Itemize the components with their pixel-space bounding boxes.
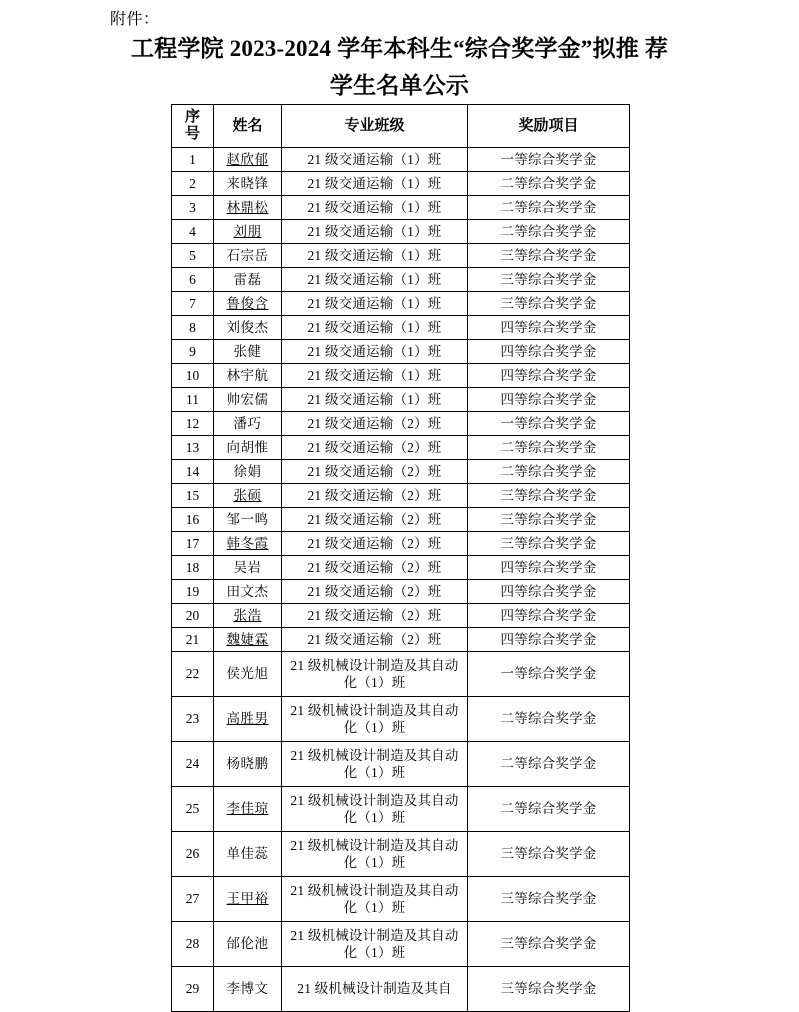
table-row bbox=[172, 412, 630, 436]
column-header-award: 奖励项目 bbox=[468, 105, 630, 148]
cell-major: 21 级交通运输（1）班 bbox=[282, 172, 468, 196]
cell-index: 25 bbox=[172, 787, 214, 832]
cell-index: 8 bbox=[172, 316, 214, 340]
column-header-index bbox=[172, 105, 214, 148]
cell-major: 21 级交通运输（2）班 bbox=[282, 580, 468, 604]
cell-major: 21 级机械设计制造及其自动化（1）班 bbox=[282, 877, 468, 922]
cell-award: 二等综合奖学金 bbox=[468, 172, 630, 196]
cell-major: 21 级交通运输（1）班 bbox=[282, 364, 468, 388]
cell-award: 四等综合奖学金 bbox=[468, 580, 630, 604]
table-header bbox=[172, 105, 630, 148]
cell-award: 二等综合奖学金 bbox=[468, 787, 630, 832]
cell-award: 四等综合奖学金 bbox=[468, 556, 630, 580]
cell-award: 四等综合奖学金 bbox=[468, 316, 630, 340]
cell-index: 4 bbox=[172, 220, 214, 244]
cell-name: 向胡惟 bbox=[214, 436, 282, 460]
cell-award: 三等综合奖学金 bbox=[468, 244, 630, 268]
cell-award: 二等综合奖学金 bbox=[468, 460, 630, 484]
column-header-name: 姓名 bbox=[214, 105, 282, 148]
attachment-label: 附件： bbox=[110, 11, 160, 28]
cell-name: 刘朋 bbox=[214, 220, 282, 244]
cell-major: 21 级交通运输（2）班 bbox=[282, 556, 468, 580]
cell-major: 21 级机械设计制造及其自动化（1）班 bbox=[282, 742, 468, 787]
column-header-index-line1: 序 bbox=[184, 108, 200, 125]
cell-name: 高胜男 bbox=[214, 697, 282, 742]
cell-award: 三等综合奖学金 bbox=[468, 268, 630, 292]
table-row bbox=[172, 922, 630, 967]
cell-index: 2 bbox=[172, 172, 214, 196]
table-row bbox=[172, 652, 630, 697]
cell-major: 21 级交通运输（2）班 bbox=[282, 484, 468, 508]
cell-name: 吴岩 bbox=[214, 556, 282, 580]
cell-award: 二等综合奖学金 bbox=[468, 220, 630, 244]
cell-major: 21 级交通运输（2）班 bbox=[282, 412, 468, 436]
cell-index: 15 bbox=[172, 484, 214, 508]
table-header-row bbox=[172, 105, 630, 148]
table-row bbox=[172, 316, 630, 340]
cell-name: 林宇航 bbox=[214, 364, 282, 388]
table-row bbox=[172, 196, 630, 220]
cell-award: 四等综合奖学金 bbox=[468, 388, 630, 412]
scholarship-table-wrapper bbox=[171, 104, 629, 1012]
cell-index: 3 bbox=[172, 196, 214, 220]
cell-index: 1 bbox=[172, 148, 214, 172]
page-title-line-2: 荐学生名单公示 bbox=[329, 36, 669, 99]
cell-index: 16 bbox=[172, 508, 214, 532]
table-row bbox=[172, 877, 630, 922]
cell-major: 21 级交通运输（2）班 bbox=[282, 532, 468, 556]
page-title-line-1: 工程学院 2023-2024 学年本科生“综合奖学金”拟推 bbox=[130, 36, 639, 61]
cell-award: 三等综合奖学金 bbox=[468, 484, 630, 508]
cell-major: 21 级交通运输（1）班 bbox=[282, 196, 468, 220]
table-row bbox=[172, 268, 630, 292]
cell-index: 26 bbox=[172, 832, 214, 877]
table-row bbox=[172, 787, 630, 832]
cell-name: 单佳蕊 bbox=[214, 832, 282, 877]
cell-name: 魏婕霖 bbox=[214, 628, 282, 652]
cell-name: 邹一鸣 bbox=[214, 508, 282, 532]
cell-index: 22 bbox=[172, 652, 214, 697]
cell-name: 来晓锋 bbox=[214, 172, 282, 196]
cell-award: 二等综合奖学金 bbox=[468, 196, 630, 220]
cell-index: 6 bbox=[172, 268, 214, 292]
cell-index: 21 bbox=[172, 628, 214, 652]
cell-name: 雷磊 bbox=[214, 268, 282, 292]
cell-name: 韩冬霞 bbox=[214, 532, 282, 556]
cell-major: 21 级交通运输（2）班 bbox=[282, 436, 468, 460]
table-row bbox=[172, 220, 630, 244]
cell-index: 7 bbox=[172, 292, 214, 316]
cell-index: 14 bbox=[172, 460, 214, 484]
table-row bbox=[172, 604, 630, 628]
cell-award: 二等综合奖学金 bbox=[468, 697, 630, 742]
table-row bbox=[172, 340, 630, 364]
cell-index: 23 bbox=[172, 697, 214, 742]
table-row bbox=[172, 832, 630, 877]
cell-index: 27 bbox=[172, 877, 214, 922]
table-row bbox=[172, 697, 630, 742]
cell-award: 三等综合奖学金 bbox=[468, 508, 630, 532]
cell-award: 一等综合奖学金 bbox=[468, 652, 630, 697]
cell-index: 17 bbox=[172, 532, 214, 556]
table-row bbox=[172, 388, 630, 412]
table-row bbox=[172, 580, 630, 604]
cell-name: 赵欣郁 bbox=[214, 148, 282, 172]
cell-major: 21 级交通运输（2）班 bbox=[282, 460, 468, 484]
column-header-major: 专业班级 bbox=[282, 105, 468, 148]
cell-index: 29 bbox=[172, 967, 214, 1012]
table-row bbox=[172, 148, 630, 172]
table-row bbox=[172, 244, 630, 268]
cell-major: 21 级交通运输（1）班 bbox=[282, 268, 468, 292]
cell-index: 12 bbox=[172, 412, 214, 436]
table-row bbox=[172, 460, 630, 484]
cell-name: 徐娟 bbox=[214, 460, 282, 484]
table-row bbox=[172, 532, 630, 556]
cell-name: 帅宏儒 bbox=[214, 388, 282, 412]
cell-award: 四等综合奖学金 bbox=[468, 340, 630, 364]
column-header-index-line2: 号 bbox=[184, 126, 200, 142]
cell-index: 11 bbox=[172, 388, 214, 412]
cell-award: 三等综合奖学金 bbox=[468, 967, 630, 1012]
cell-award: 三等综合奖学金 bbox=[468, 532, 630, 556]
cell-name: 张健 bbox=[214, 340, 282, 364]
cell-major: 21 级交通运输（1）班 bbox=[282, 388, 468, 412]
cell-name: 石宗岳 bbox=[214, 244, 282, 268]
cell-name: 李博文 bbox=[214, 967, 282, 1012]
cell-name: 林鼎松 bbox=[214, 196, 282, 220]
cell-name: 刘俊杰 bbox=[214, 316, 282, 340]
cell-major: 21 级交通运输（1）班 bbox=[282, 292, 468, 316]
table-body bbox=[172, 148, 630, 1012]
cell-name: 王甲裕 bbox=[214, 877, 282, 922]
cell-award: 三等综合奖学金 bbox=[468, 832, 630, 877]
table-row bbox=[172, 967, 630, 1012]
cell-major: 21 级交通运输（1）班 bbox=[282, 316, 468, 340]
cell-award: 四等综合奖学金 bbox=[468, 628, 630, 652]
table-row bbox=[172, 556, 630, 580]
cell-index: 13 bbox=[172, 436, 214, 460]
cell-index: 20 bbox=[172, 604, 214, 628]
cell-index: 10 bbox=[172, 364, 214, 388]
table-row bbox=[172, 172, 630, 196]
cell-index: 24 bbox=[172, 742, 214, 787]
cell-major: 21 级交通运输（2）班 bbox=[282, 604, 468, 628]
cell-index: 18 bbox=[172, 556, 214, 580]
cell-major: 21 级交通运输（1）班 bbox=[282, 220, 468, 244]
cell-index: 19 bbox=[172, 580, 214, 604]
cell-name: 邰伦池 bbox=[214, 922, 282, 967]
cell-major: 21 级机械设计制造及其自 bbox=[282, 967, 468, 1012]
cell-award: 三等综合奖学金 bbox=[468, 877, 630, 922]
cell-major: 21 级机械设计制造及其自动化（1）班 bbox=[282, 652, 468, 697]
cell-name: 鲁俊含 bbox=[214, 292, 282, 316]
cell-name: 田文杰 bbox=[214, 580, 282, 604]
cell-award: 三等综合奖学金 bbox=[468, 922, 630, 967]
table-row bbox=[172, 508, 630, 532]
scholarship-table bbox=[171, 104, 630, 1012]
table-row bbox=[172, 628, 630, 652]
cell-index: 5 bbox=[172, 244, 214, 268]
cell-name: 潘巧 bbox=[214, 412, 282, 436]
cell-name: 李佳琼 bbox=[214, 787, 282, 832]
cell-award: 三等综合奖学金 bbox=[468, 292, 630, 316]
cell-major: 21 级交通运输（2）班 bbox=[282, 508, 468, 532]
cell-major: 21 级机械设计制造及其自动化（1）班 bbox=[282, 697, 468, 742]
cell-award: 一等综合奖学金 bbox=[468, 148, 630, 172]
cell-name: 张浩 bbox=[214, 604, 282, 628]
cell-major: 21 级交通运输（2）班 bbox=[282, 628, 468, 652]
cell-name: 杨晓鹏 bbox=[214, 742, 282, 787]
table-row bbox=[172, 364, 630, 388]
cell-index: 28 bbox=[172, 922, 214, 967]
cell-index: 9 bbox=[172, 340, 214, 364]
table-row bbox=[172, 742, 630, 787]
table-row bbox=[172, 484, 630, 508]
cell-award: 四等综合奖学金 bbox=[468, 604, 630, 628]
cell-major: 21 级机械设计制造及其自动化（1）班 bbox=[282, 832, 468, 877]
cell-major: 21 级交通运输（1）班 bbox=[282, 244, 468, 268]
cell-major: 21 级交通运输（1）班 bbox=[282, 148, 468, 172]
cell-major: 21 级机械设计制造及其自动化（1）班 bbox=[282, 787, 468, 832]
cell-award: 四等综合奖学金 bbox=[468, 364, 630, 388]
cell-name: 张硕 bbox=[214, 484, 282, 508]
cell-award: 二等综合奖学金 bbox=[468, 742, 630, 787]
cell-award: 一等综合奖学金 bbox=[468, 412, 630, 436]
cell-major: 21 级交通运输（1）班 bbox=[282, 340, 468, 364]
cell-name: 侯光旭 bbox=[214, 652, 282, 697]
cell-award: 二等综合奖学金 bbox=[468, 436, 630, 460]
table-row bbox=[172, 436, 630, 460]
table-row bbox=[172, 292, 630, 316]
cell-major: 21 级机械设计制造及其自动化（1）班 bbox=[282, 922, 468, 967]
